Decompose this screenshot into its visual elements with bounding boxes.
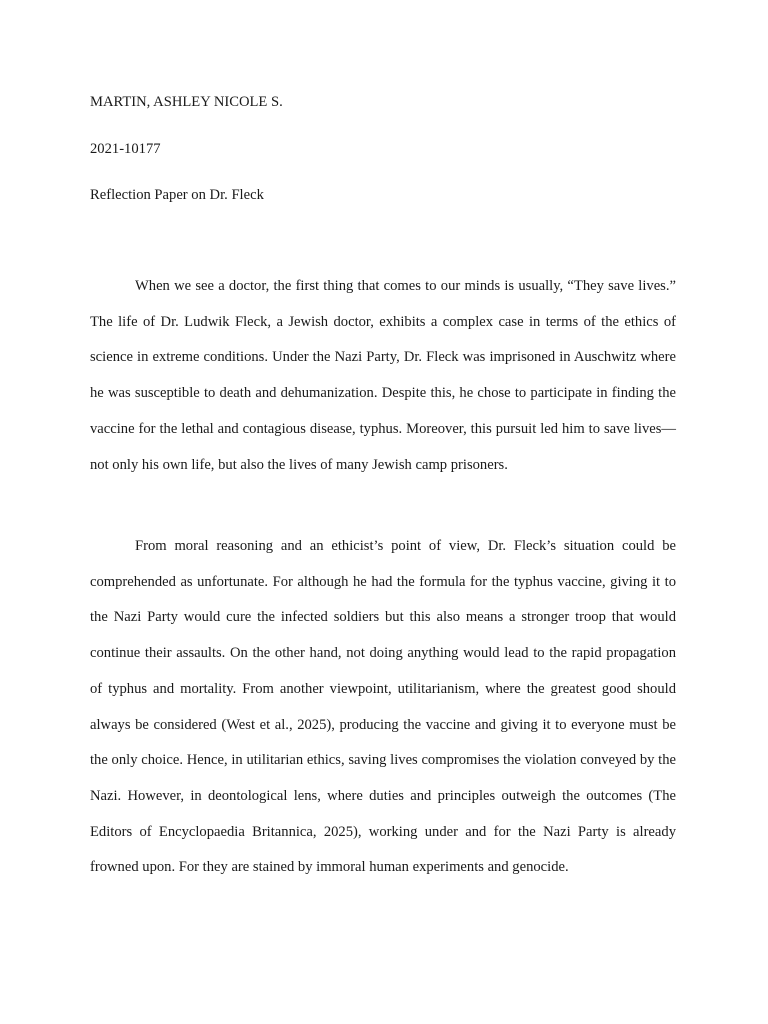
student-number: 2021-10177 (90, 141, 161, 157)
author-name: MARTIN, ASHLEY NICOLE S. (90, 94, 283, 110)
body-paragraph-2-container (90, 529, 676, 886)
body-paragraph: When we see a doctor, the first thing that comes to our minds is usually, “They save lives.” The life of Dr. Ludwik Fleck, a Jewish doctor, exhibits a complex case in terms of the ethics of science in extreme conditions. Under the Nazi Party, Dr. Fleck was imprisoned in Auschwitz where he was susceptible to death and dehumanization. Despite this, he chose to participate in finding the vaccine for the lethal and contagious disease, typhus. Moreover, this pursuit led him to save lives—not only his own life, but also the lives of many Jewish camp prisoners. (90, 278, 676, 473)
paper-title: Reflection Paper on Dr. Fleck (90, 187, 264, 203)
body-paragraph: From moral reasoning and an ethicist’s point of view, Dr. Fleck’s situation could be comprehended as unfortunate. For although he had the formula for the typhus vaccine, giving it to the Nazi Party would cure the infected soldiers but this also means a stronger troop that would continue their assaults. On the other hand, not doing anything would lead to the rapid propagation of typhus and mortality. From another viewpoint, utilitarianism, where the greatest good should always be considered (West et al., 2025), producing the vaccine and giving it to everyone must be the only choice. Hence, in utilitarian ethics, saving lives compromises the violation conveyed by the Nazi. However, in deontological lens, where duties and principles outweigh the outcomes (The Editors of Encyclopaedia Britannica, 2025), working under and for the Nazi Party is already frowned upon. For they are stained by immoral human experiments and genocide. (90, 538, 676, 876)
body-paragraph-1-container (90, 269, 676, 483)
